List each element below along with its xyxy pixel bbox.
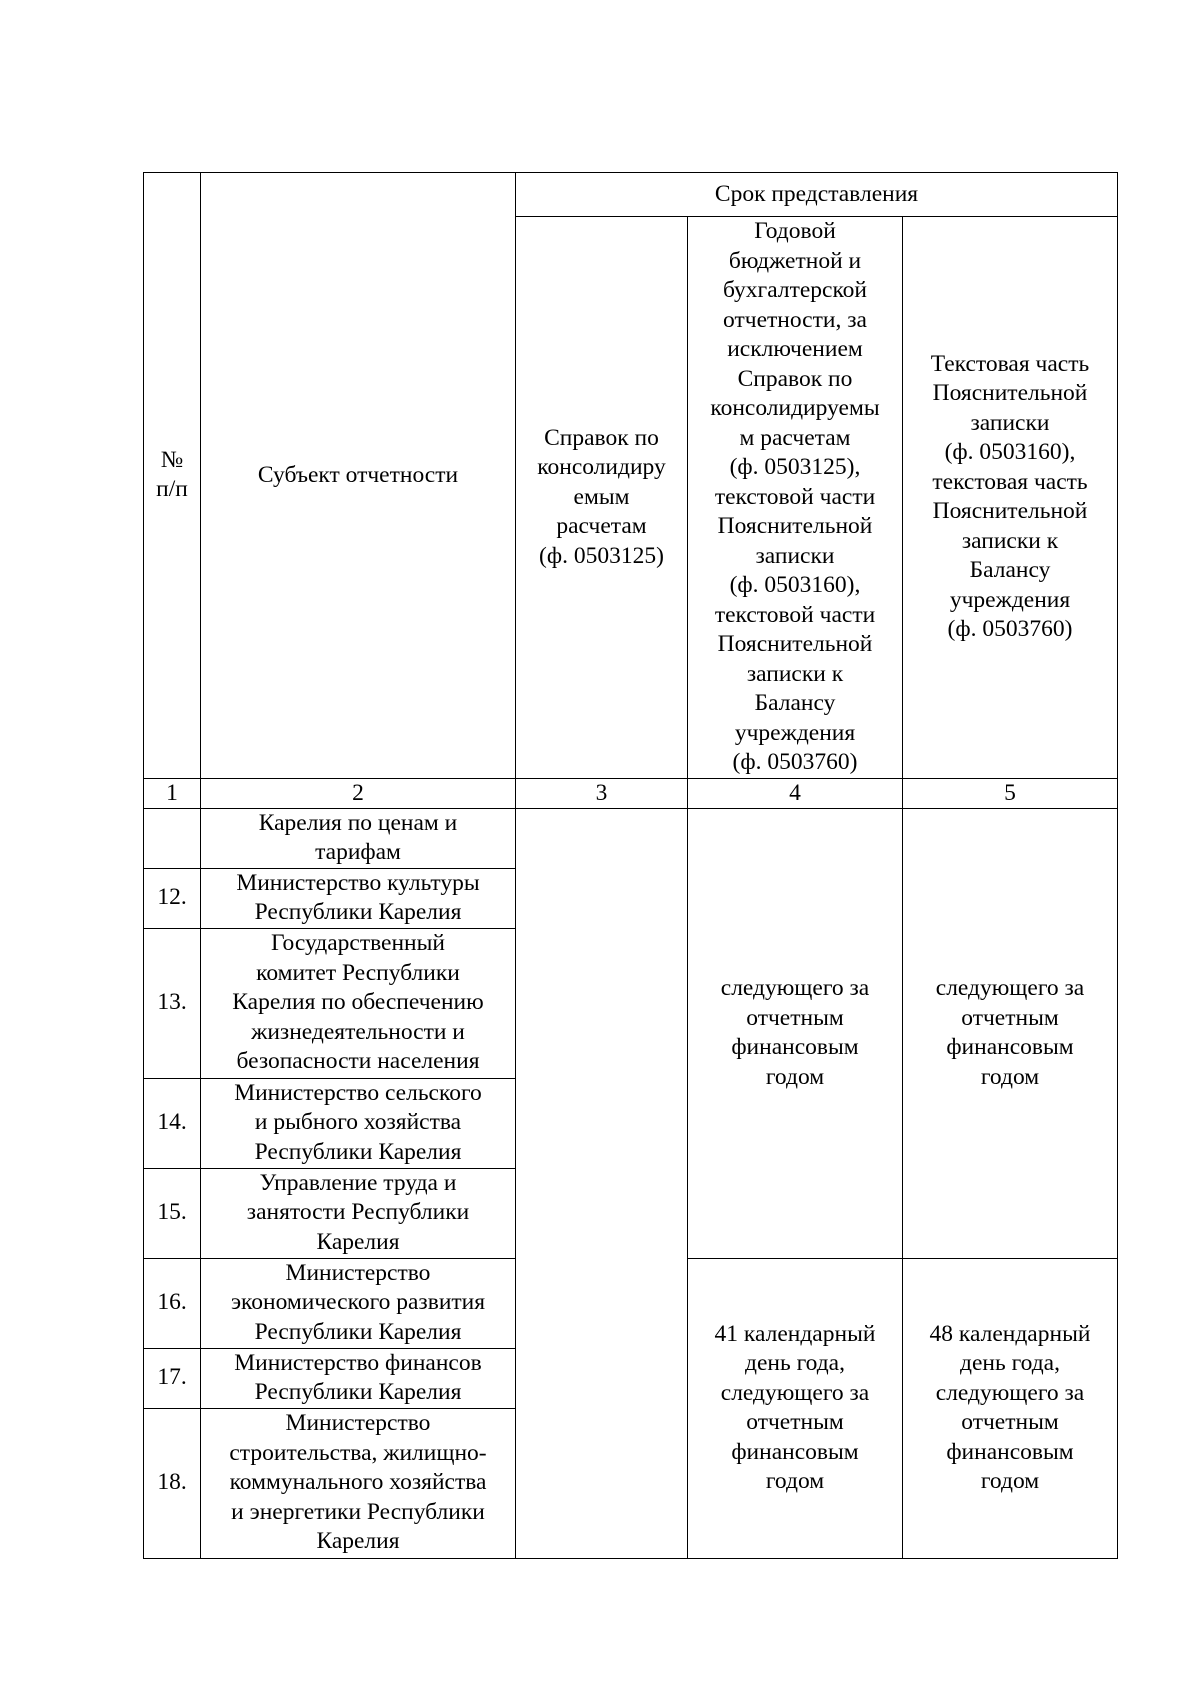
column-number: 1 [144, 778, 201, 808]
table-row [144, 808, 1118, 868]
col3-empty-cell [516, 808, 688, 1558]
row-subject: Управление труда и занятости Республики Карелия [201, 1168, 516, 1258]
col4-deadline-group1: следующего за отчетным финансовым годом [688, 808, 903, 1258]
header-col5: Текстовая часть Пояснительной записки (ф. 0503160), текстовая часть Пояснительной записки к Балансу учреждения (ф. 0503760) [903, 217, 1118, 779]
header-col3: Справок по консолидиру емым расчетам (ф. 0503125) [516, 217, 688, 779]
row-number: 18. [144, 1408, 201, 1558]
column-number: 4 [688, 778, 903, 808]
row-subject: Министерство сельского и рыбного хозяйства Республики Карелия [201, 1078, 516, 1168]
row-number: 13. [144, 928, 201, 1078]
column-number-row [144, 778, 1118, 808]
deadline-table [143, 172, 1118, 1559]
row-number [144, 808, 201, 868]
row-subject: Министерство культуры Республики Карелия [201, 868, 516, 928]
row-number: 14. [144, 1078, 201, 1168]
header-col-num: № п/п [144, 173, 201, 779]
row-number: 15. [144, 1168, 201, 1258]
header-col4: Годовой бюджетной и бухгалтерской отчетности, за исключением Справок по консолидируемы м расчетам (ф. 0503125), текстовой части Пояснительной записки (ф. 0503160), текстовой части Пояснительной записки к Балансу учреждения (ф. 0503760) [688, 217, 903, 779]
row-number: 12. [144, 868, 201, 928]
row-subject: Карелия по ценам и тарифам [201, 808, 516, 868]
column-number: 2 [201, 778, 516, 808]
header-row-group [144, 173, 1118, 217]
row-subject: Министерство экономического развития Республики Карелия [201, 1258, 516, 1348]
header-group-title: Срок представления [516, 173, 1118, 217]
header-col-subject: Субъект отчетности [201, 173, 516, 779]
row-subject: Государственный комитет Республики Карелия по обеспечению жизнедеятельности и безопасности населения [201, 928, 516, 1078]
column-number: 3 [516, 778, 688, 808]
row-number: 17. [144, 1348, 201, 1408]
row-subject: Министерство строительства, жилищно- коммунального хозяйства и энергетики Республики Карелия [201, 1408, 516, 1558]
column-number: 5 [903, 778, 1118, 808]
row-subject: Министерство финансов Республики Карелия [201, 1348, 516, 1408]
col5-deadline-group2: 48 календарный день года, следующего за отчетным финансовым годом [903, 1258, 1118, 1558]
col5-deadline-group1: следующего за отчетным финансовым годом [903, 808, 1118, 1258]
col4-deadline-group2: 41 календарный день года, следующего за отчетным финансовым годом [688, 1258, 903, 1558]
row-number: 16. [144, 1258, 201, 1348]
